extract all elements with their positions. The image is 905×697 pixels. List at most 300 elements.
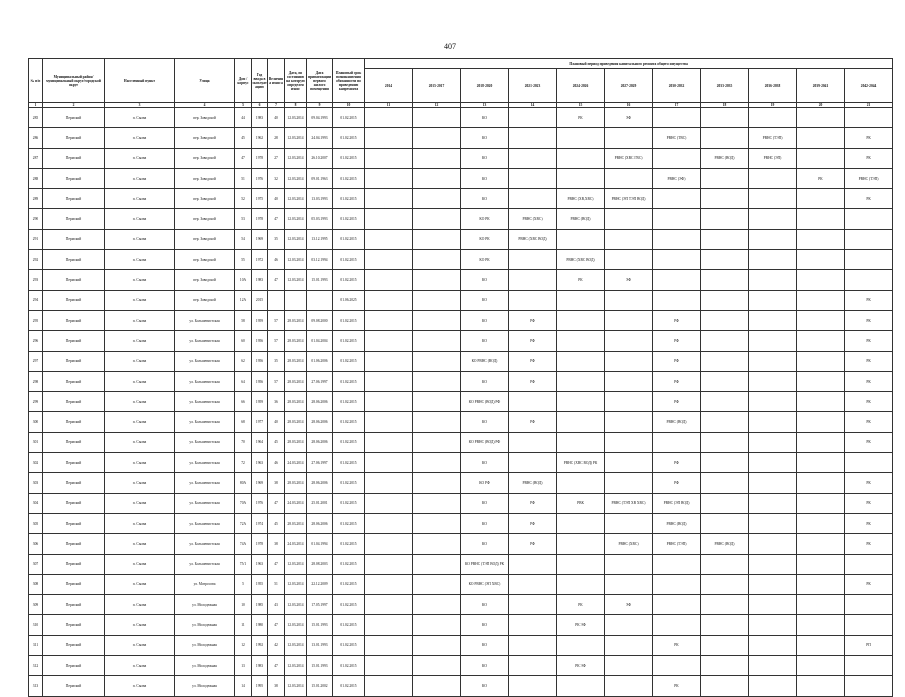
cell-period-work	[413, 128, 461, 148]
cell-settlement: п. Сылва	[105, 209, 175, 229]
cell-period-work: РВНС (ХВС)	[509, 209, 557, 229]
cell-period-work	[605, 513, 653, 533]
cell-period-work	[365, 371, 413, 391]
cell-period-work: РК	[845, 432, 893, 452]
header-period: 2039-2041	[797, 69, 845, 103]
header-period: 2018-2020	[461, 69, 509, 103]
cell-no: 286	[29, 128, 43, 148]
cell-privatization-date: 15.01.1993	[307, 615, 333, 635]
cell-wear: 32	[268, 168, 285, 188]
cell-period-work	[701, 351, 749, 371]
cell-period-work	[797, 574, 845, 594]
cell-period-work	[701, 168, 749, 188]
cell-survey-date: 12.03.2014	[285, 595, 307, 615]
cell-no: 308	[29, 574, 43, 594]
cell-period-work	[365, 412, 413, 432]
cell-period-work	[797, 595, 845, 615]
cell-period-work	[653, 290, 701, 310]
cell-period-work	[797, 432, 845, 452]
cell-street: ул. Большевистская	[175, 412, 235, 432]
cell-period-work	[797, 209, 845, 229]
cell-period-work	[701, 554, 749, 574]
table-row	[29, 392, 893, 412]
table-row	[29, 189, 893, 209]
cell-period-work: РФ	[509, 534, 557, 554]
cell-house: 58	[235, 310, 252, 330]
header-year-built: Год ввода в эксплуатацию	[252, 59, 268, 103]
cell-period-work: РФ	[653, 371, 701, 391]
cell-settlement: п. Сылва	[105, 371, 175, 391]
header-privatization-date: Дата приватизации первого жилого помещения	[307, 59, 333, 103]
cell-settlement: п. Сылва	[105, 290, 175, 310]
cell-period-work	[653, 229, 701, 249]
cell-privatization-date: 05.03.1993	[307, 209, 333, 229]
cell-privatization-date: 09.01.1963	[307, 168, 333, 188]
cell-period-work	[701, 250, 749, 270]
cell-settlement: п. Сылва	[105, 229, 175, 249]
cell-street: пер. Заводской	[175, 168, 235, 188]
cell-period-work: РК	[653, 676, 701, 696]
cell-period-work	[365, 656, 413, 676]
cell-year: 1959	[252, 310, 268, 330]
cell-period-work	[797, 371, 845, 391]
cell-period-work: КО	[461, 148, 509, 168]
header-no: № п/п	[29, 59, 43, 103]
cell-repair-term: 01.02.2015	[333, 595, 365, 615]
cell-period-work	[413, 656, 461, 676]
cell-period-work	[797, 148, 845, 168]
table-row	[29, 676, 893, 696]
cell-period-work	[701, 128, 749, 148]
cell-wear: 38	[268, 676, 285, 696]
column-number: 19	[749, 103, 797, 108]
cell-period-work	[413, 209, 461, 229]
cell-period-work	[509, 270, 557, 290]
cell-repair-term: 01.02.2015	[333, 270, 365, 290]
cell-house: 11	[235, 615, 252, 635]
table-row	[29, 371, 893, 391]
cell-wear: 45	[268, 432, 285, 452]
cell-period-work: РФ	[653, 310, 701, 330]
cell-period-work	[797, 270, 845, 290]
cell-period-work: РК	[653, 635, 701, 655]
cell-period-work	[701, 473, 749, 493]
cell-period-work	[605, 310, 653, 330]
cell-settlement: п. Сылва	[105, 412, 175, 432]
cell-period-work	[605, 432, 653, 452]
table-row	[29, 595, 893, 615]
cell-period-work: РВНС (ВОД)	[701, 148, 749, 168]
cell-municipality: Пермский	[43, 656, 105, 676]
cell-period-work	[413, 331, 461, 351]
cell-street: пер. Заводской	[175, 189, 235, 209]
cell-period-work	[365, 554, 413, 574]
cell-period-work	[413, 595, 461, 615]
cell-period-work	[797, 189, 845, 209]
cell-period-work	[365, 128, 413, 148]
cell-period-work	[413, 290, 461, 310]
cell-period-work	[605, 615, 653, 635]
cell-period-work	[413, 189, 461, 209]
cell-period-work: РК	[557, 270, 605, 290]
cell-period-work: КО	[461, 331, 509, 351]
cell-year: 1956	[252, 351, 268, 371]
column-number: 13	[461, 103, 509, 108]
cell-period-work: РК	[845, 351, 893, 371]
cell-period-work	[605, 676, 653, 696]
cell-period-work	[509, 656, 557, 676]
cell-house: 64	[235, 371, 252, 391]
cell-settlement: п. Сылва	[105, 473, 175, 493]
cell-year: 1992	[252, 635, 268, 655]
cell-year: 2015	[252, 290, 268, 310]
cell-survey-date: 12.03.2014	[285, 229, 307, 249]
cell-street: ул. Молодежная	[175, 615, 235, 635]
cell-period-work	[749, 331, 797, 351]
cell-period-work	[509, 453, 557, 473]
cell-period-work: КО	[461, 595, 509, 615]
cell-privatization-date: 13.03.1993	[307, 189, 333, 209]
cell-period-work	[365, 615, 413, 635]
cell-period-work	[413, 635, 461, 655]
cell-settlement: п. Сылва	[105, 615, 175, 635]
cell-period-work	[413, 108, 461, 128]
cell-house: 5	[235, 574, 252, 594]
page-number: 407	[444, 42, 456, 51]
column-number: 18	[701, 103, 749, 108]
cell-settlement: п. Сылва	[105, 453, 175, 473]
cell-period-work	[797, 229, 845, 249]
cell-period-work	[605, 229, 653, 249]
cell-period-work	[701, 574, 749, 594]
column-number: 8	[285, 103, 307, 108]
cell-year: 1959	[252, 392, 268, 412]
table-row	[29, 534, 893, 554]
cell-no: 287	[29, 148, 43, 168]
header-wear: Величина износа	[268, 59, 285, 103]
cell-municipality: Пермский	[43, 473, 105, 493]
cell-survey-date: 12.03.2014	[285, 128, 307, 148]
cell-period-work	[509, 392, 557, 412]
cell-period-work: РК	[845, 574, 893, 594]
cell-period-work	[749, 574, 797, 594]
cell-repair-term: 01.02.2015	[333, 534, 365, 554]
cell-period-work	[605, 209, 653, 229]
cell-year: 1995	[252, 676, 268, 696]
cell-house: 10А	[235, 270, 252, 290]
cell-period-work	[557, 676, 605, 696]
cell-period-work	[701, 453, 749, 473]
cell-period-work: КО РВНС (ВОД) РФ	[461, 392, 509, 412]
cell-municipality: Пермский	[43, 290, 105, 310]
cell-period-work: РК	[845, 493, 893, 513]
table-row	[29, 310, 893, 330]
cell-survey-date: 12.03.2014	[285, 250, 307, 270]
cell-privatization-date: 27.06.1997	[307, 371, 333, 391]
cell-period-work	[653, 189, 701, 209]
cell-year: 1985	[252, 595, 268, 615]
cell-settlement: п. Сылва	[105, 534, 175, 554]
header-period: 2030-2032	[653, 69, 701, 103]
cell-period-work: КО	[461, 108, 509, 128]
cell-municipality: Пермский	[43, 432, 105, 452]
cell-period-work	[365, 574, 413, 594]
cell-period-work	[797, 392, 845, 412]
cell-privatization-date	[307, 290, 333, 310]
cell-survey-date: 12.03.2014	[285, 168, 307, 188]
cell-period-work: ЭФ	[605, 108, 653, 128]
cell-no: 310	[29, 615, 43, 635]
cell-repair-term: 01.02.2015	[333, 656, 365, 676]
cell-period-work	[413, 432, 461, 452]
cell-period-work	[557, 168, 605, 188]
cell-period-work	[509, 168, 557, 188]
cell-period-work: РК ЭФ	[557, 615, 605, 635]
cell-house: 47	[235, 148, 252, 168]
cell-wear: 43	[268, 595, 285, 615]
cell-repair-term: 01.02.2015	[333, 412, 365, 432]
table-row	[29, 473, 893, 493]
cell-period-work: РК	[845, 412, 893, 432]
cell-period-work	[749, 392, 797, 412]
cell-period-work	[749, 168, 797, 188]
cell-survey-date: 24.03.2014	[285, 493, 307, 513]
cell-period-work	[605, 290, 653, 310]
cell-period-work: КО	[461, 513, 509, 533]
cell-settlement: п. Сылва	[105, 574, 175, 594]
cell-period-work	[605, 371, 653, 391]
cell-municipality: Пермский	[43, 615, 105, 635]
cell-period-work	[845, 676, 893, 696]
cell-period-work	[701, 310, 749, 330]
cell-wear: 40	[268, 189, 285, 209]
cell-period-work: РК	[845, 290, 893, 310]
cell-period-work	[701, 595, 749, 615]
cell-period-work: РФ	[509, 331, 557, 351]
cell-year: 1983	[252, 108, 268, 128]
cell-period-work: РП	[845, 635, 893, 655]
cell-year: 1980	[252, 615, 268, 635]
cell-period-work	[701, 615, 749, 635]
cell-year: 1962	[252, 128, 268, 148]
cell-settlement: п. Сылва	[105, 331, 175, 351]
cell-repair-term: 01.02.2015	[333, 513, 365, 533]
cell-privatization-date: 26.10.2007	[307, 148, 333, 168]
cell-repair-term: 01.02.2015	[333, 574, 365, 594]
header-period: 2014	[365, 69, 413, 103]
cell-period-work	[413, 371, 461, 391]
header-period: 2042-2044	[845, 69, 893, 103]
cell-year: 1969	[252, 229, 268, 249]
cell-survey-date: 28.03.2014	[285, 513, 307, 533]
cell-period-work: РВНС (ТЭП)	[749, 128, 797, 148]
cell-settlement: п. Сылва	[105, 128, 175, 148]
cell-wear: 51	[268, 574, 285, 594]
cell-period-work: РВНС (ЭП ТЭП ВОД)	[605, 189, 653, 209]
cell-no: 291	[29, 229, 43, 249]
table-row	[29, 351, 893, 371]
cell-period-work	[845, 554, 893, 574]
cell-privatization-date: 15.01.1993	[307, 656, 333, 676]
cell-period-work	[845, 453, 893, 473]
cell-period-work	[749, 371, 797, 391]
column-number: 17	[653, 103, 701, 108]
cell-period-work	[749, 270, 797, 290]
cell-period-work: КО РК	[461, 250, 509, 270]
header-plan-period: Плановый период проведения капитального ремонта общего имущества	[365, 59, 893, 69]
cell-street: ул. Большевистская	[175, 453, 235, 473]
cell-period-work	[509, 108, 557, 128]
cell-period-work	[605, 473, 653, 493]
cell-period-work	[509, 595, 557, 615]
cell-year: 1976	[252, 493, 268, 513]
cell-period-work: КО	[461, 189, 509, 209]
cell-period-work: РФ	[653, 453, 701, 473]
cell-municipality: Пермский	[43, 270, 105, 290]
cell-house: 51	[235, 168, 252, 188]
header-period: 2021-2023	[509, 69, 557, 103]
cell-period-work	[605, 453, 653, 473]
cell-survey-date: 12.03.2014	[285, 148, 307, 168]
cell-survey-date: 12.03.2014	[285, 209, 307, 229]
cell-period-work: РФ	[509, 412, 557, 432]
cell-period-work	[413, 615, 461, 635]
cell-wear: 46	[268, 453, 285, 473]
cell-year: 1978	[252, 148, 268, 168]
cell-period-work	[749, 351, 797, 371]
cell-no: 294	[29, 290, 43, 310]
table-row	[29, 453, 893, 473]
cell-house: 44	[235, 108, 252, 128]
cell-period-work	[701, 513, 749, 533]
cell-period-work	[557, 473, 605, 493]
header-house: Дом / корпус	[235, 59, 252, 103]
column-number: 20	[797, 103, 845, 108]
table-row	[29, 209, 893, 229]
cell-survey-date: 12.03.2014	[285, 108, 307, 128]
cell-period-work	[509, 574, 557, 594]
cell-period-work	[413, 250, 461, 270]
cell-period-work	[653, 209, 701, 229]
cell-municipality: Пермский	[43, 635, 105, 655]
cell-period-work	[653, 656, 701, 676]
cell-period-work: КО	[461, 290, 509, 310]
cell-survey-date: 12.03.2014	[285, 635, 307, 655]
cell-period-work: РК	[845, 392, 893, 412]
cell-period-work	[797, 513, 845, 533]
cell-period-work: КО РК	[461, 209, 509, 229]
cell-privatization-date: 09.04.1993	[307, 108, 333, 128]
cell-repair-term: 01.02.2015	[333, 351, 365, 371]
cell-street: пер. Заводской	[175, 209, 235, 229]
cell-year: 1956	[252, 371, 268, 391]
cell-municipality: Пермский	[43, 392, 105, 412]
cell-wear: 28	[268, 128, 285, 148]
cell-no: 288	[29, 168, 43, 188]
cell-no: 289	[29, 189, 43, 209]
cell-wear: 47	[268, 209, 285, 229]
cell-period-work	[701, 412, 749, 432]
cell-period-work: ЭФ	[605, 270, 653, 290]
cell-year: 1983	[252, 656, 268, 676]
cell-municipality: Пермский	[43, 676, 105, 696]
cell-repair-term: 01.02.2015	[333, 310, 365, 330]
cell-period-work	[797, 615, 845, 635]
cell-settlement: п. Сылва	[105, 432, 175, 452]
cell-house: 12	[235, 635, 252, 655]
table-row	[29, 554, 893, 574]
cell-municipality: Пермский	[43, 534, 105, 554]
cell-period-work	[797, 310, 845, 330]
cell-period-work	[557, 534, 605, 554]
cell-period-work	[605, 554, 653, 574]
cell-settlement: п. Сылва	[105, 554, 175, 574]
cell-period-work: РФ	[653, 351, 701, 371]
cell-municipality: Пермский	[43, 554, 105, 574]
cell-period-work	[749, 615, 797, 635]
cell-wear: 42	[268, 635, 285, 655]
column-number: 14	[509, 103, 557, 108]
cell-no: 293	[29, 270, 43, 290]
cell-period-work: РФ	[509, 513, 557, 533]
cell-house: 62	[235, 351, 252, 371]
cell-no: 297	[29, 351, 43, 371]
cell-street: ул. Молодежная	[175, 676, 235, 696]
cell-period-work: КО	[461, 534, 509, 554]
cell-street: пер. Заводской	[175, 128, 235, 148]
cell-repair-term: 01.02.2015	[333, 493, 365, 513]
cell-street: ул. Большевистская	[175, 371, 235, 391]
cell-no: 301	[29, 432, 43, 452]
cell-period-work	[605, 412, 653, 432]
cell-period-work	[605, 635, 653, 655]
cell-wear: 47	[268, 615, 285, 635]
cell-period-work	[365, 168, 413, 188]
cell-period-work	[509, 615, 557, 635]
cell-period-work: РК	[845, 310, 893, 330]
cell-period-work: РВНС (ЭП ВОД)	[653, 493, 701, 513]
cell-period-work: КО РВНС (ВОД)	[461, 351, 509, 371]
cell-period-work: РК	[845, 513, 893, 533]
cell-period-work	[797, 635, 845, 655]
cell-repair-term: 01.06.2025	[333, 290, 365, 310]
cell-period-work: КО	[461, 676, 509, 696]
cell-no: 285	[29, 108, 43, 128]
cell-street: ул. Молодежная	[175, 656, 235, 676]
cell-period-work	[557, 513, 605, 533]
cell-no: 292	[29, 250, 43, 270]
column-number: 11	[365, 103, 413, 108]
cell-period-work	[749, 473, 797, 493]
cell-house: 12А	[235, 290, 252, 310]
cell-period-work	[701, 635, 749, 655]
cell-street: пер. Заводской	[175, 108, 235, 128]
cell-survey-date: 28.03.2014	[285, 412, 307, 432]
cell-period-work	[365, 473, 413, 493]
cell-period-work: КО	[461, 371, 509, 391]
cell-period-work	[509, 148, 557, 168]
cell-house: 53	[235, 209, 252, 229]
cell-repair-term: 01.02.2015	[333, 108, 365, 128]
cell-period-work: РК	[797, 168, 845, 188]
cell-street: пер. Заводской	[175, 229, 235, 249]
cell-year: 1963	[252, 554, 268, 574]
cell-wear: 38	[268, 534, 285, 554]
cell-no: 306	[29, 534, 43, 554]
cell-period-work	[413, 351, 461, 371]
cell-period-work	[797, 473, 845, 493]
cell-house: 10	[235, 595, 252, 615]
